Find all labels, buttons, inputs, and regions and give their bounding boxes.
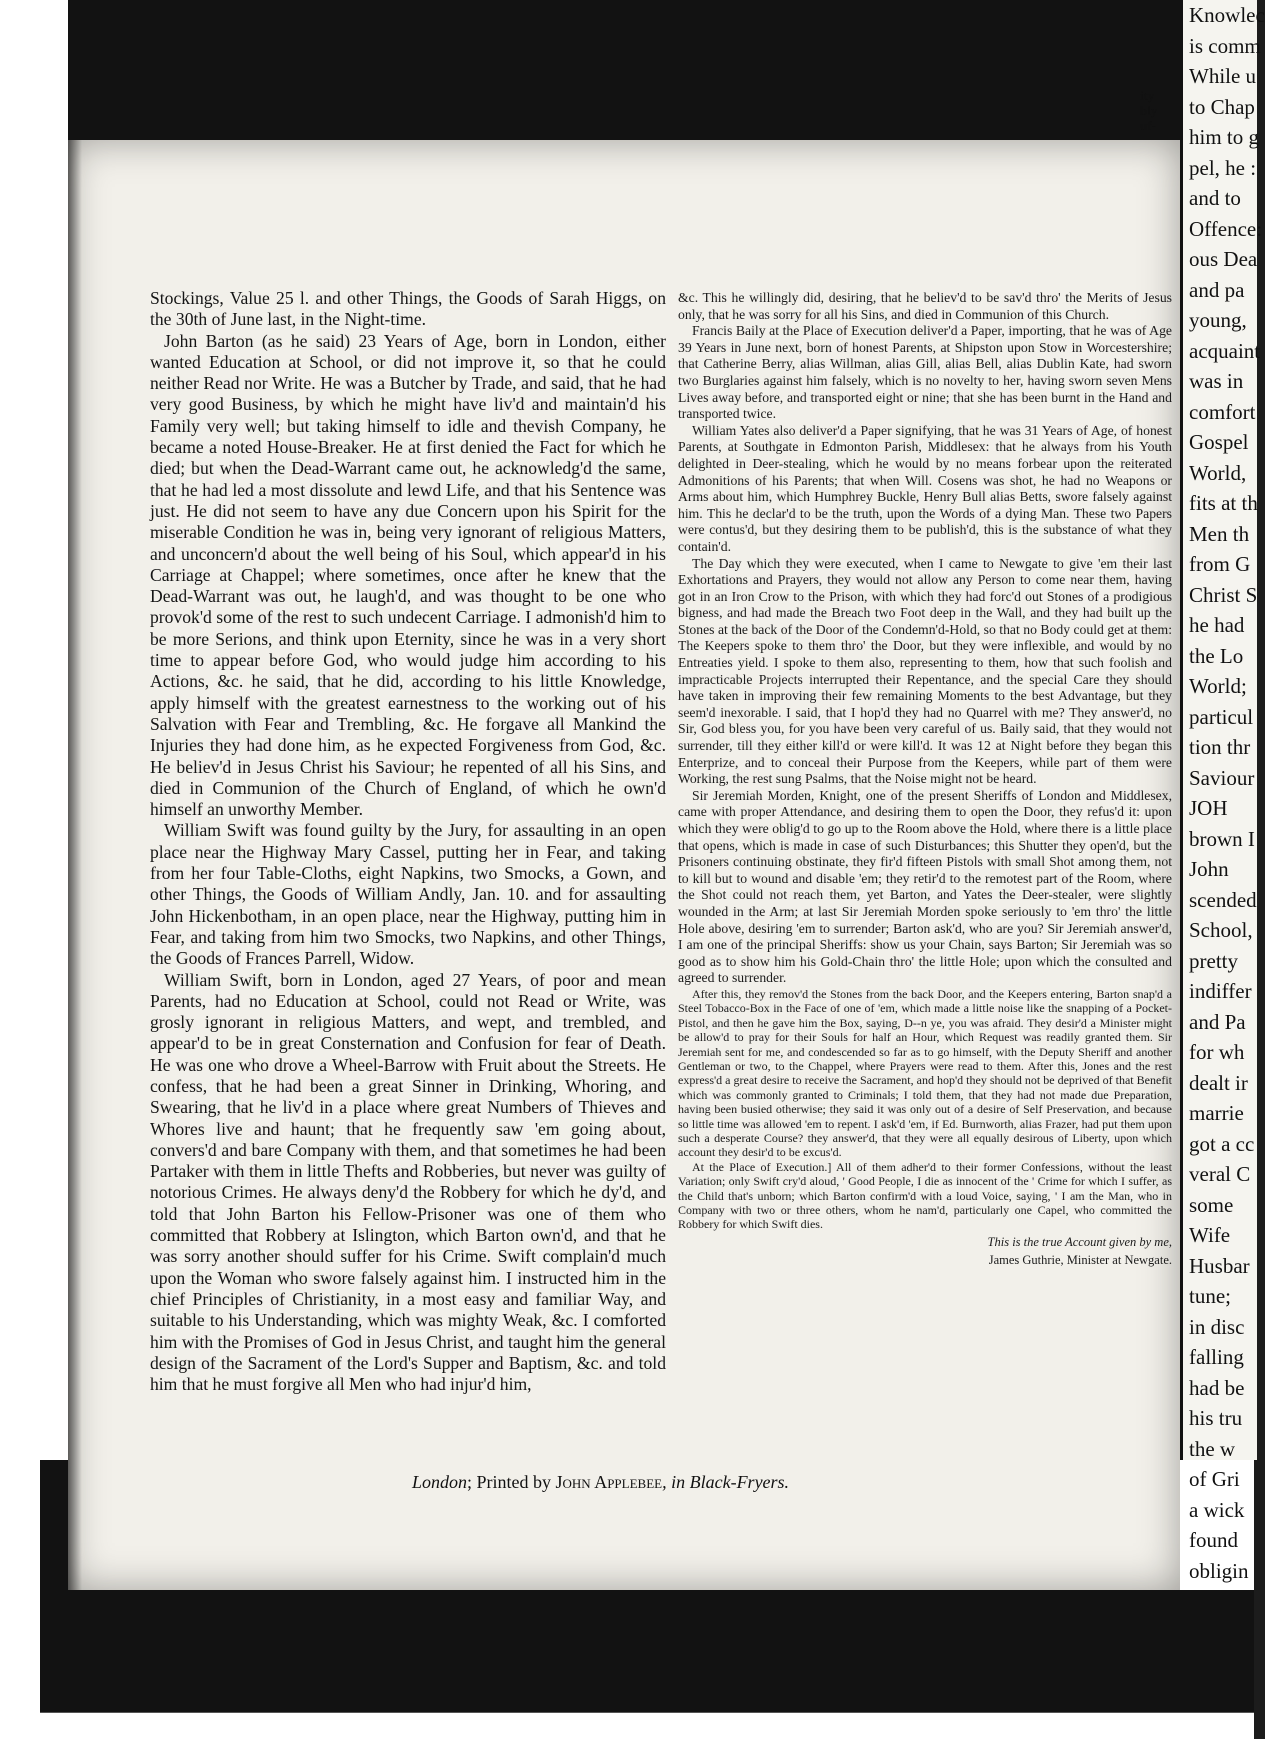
- adjacent-page-line: Knowlec: [1189, 3, 1265, 27]
- adjacent-page-line: the w: [1189, 1436, 1236, 1461]
- adjacent-page-line: Offence:: [1189, 216, 1263, 241]
- paragraph: John Barton (as he said) 23 Years of Age, born in London, either wanted Education at School, or did not improve it, so that he could neither Read nor Write. He was a Butcher by Trade, and said, that he had very good Business, by which he might have liv'd and maintain'd his Family very well; but taking himself to idle and thevish Company, he became a noted House-Breaker. He at first denied the Fact for which he died; but when the Dead-Warrant came out, he acknowledg'd the same, that he had led a most dissolute and lewd Life, and that his Sentence was just. He did not seem to have any due Concern upon his Spirit for the miserable Condition he was in, being very ignorant of religious Matters, and unconcern'd about the well being of his Soul, which appear'd in his Carriage at Chappel; where sometimes, once after he knew that the Dead-Warrant was out, he laugh'd, and was thought to be one who provok'd some of the rest to such undecent Carriage. I admonish'd him to be more Serions, and think upon Eternity, since he was in a very short time to appear before God, who would judge him according to his Actions, &c. he said, that he did, according to his little Knowledge, apply himself with the greatest earnestness to the working out of his Salvation with Fear and Trembling, &c. He forgave all Mankind the Injuries they had done him, as he expected Forgiveness from God, &c. He believ'd in Jesus Christ his Saviour; he repented of all his Sins, and died in Communion of the Church of England, of which he own'd himself an unworthy Member.: [150, 330, 666, 820]
- adjacent-page-line: and Pa: [1189, 1009, 1246, 1034]
- paragraph: William Swift was found guilty by the Jury, for assaulting in an open place near the Highway Mary Cassel, putting her in Fear, and taking from her four Table-Cloths, eight Napkins, two Smocks, a Gown, and other Things, the Goods of William Andly, Jan. 10. and for assaulting John Hickenbotham, in an open place, near the Highway, putting him in Fear, and taking from him two Smocks, two Napkins, and other Things, the Goods of Frances Parrell, Widow.: [150, 820, 666, 969]
- scan-edge-line: [40, 1712, 1254, 1713]
- adjacent-page-line: While u: [1189, 64, 1257, 88]
- adjacent-page-line: he had: [1189, 613, 1245, 637]
- adjacent-page-line: tion thr: [1189, 735, 1251, 759]
- paragraph: Stockings, Value 25 l. and other Things, the Goods of Sarah Higgs, on the 30th of June last, in the Night-time.: [150, 288, 666, 330]
- paragraph-small: After this, they remov'd the Stones from the back Door, and the Keepers entering, Barton snap'd a Steel Tobacco-Box in the Face of one of 'em, which made a little noise like the snapping of a Pocket-Pistol, and then he gave him the Box, saying, D--n ye, you was afraid. They desir'd a Minister might be allow'd to pray for their Souls for half an Hour, which Request was readily granted them. Sir Jeremiah sent for me, and condescended so far as to go himself, with the Deputy Sheriff and another Gentleman or two, to the Chappel, where Prayers were read to them. After this, Jones and the rest express'd a great desire to receive the Sacrament, and hop'd they should not be deprived of that Benefit which was commonly granted to Criminals; I told them, that they had not made due Preparation, having been busied otherwise; they said it was only out of a desire of Self Preservation, and because so little time was allowed 'em to repent. I ask'd 'em, if Ed. Burnworth, alias Frazer, had put them upon such a desperate Course? they answer'd, that they were all equally desirous of Liberty, upon which account they desir'd to be excus'd.: [678, 986, 1172, 1160]
- adjacent-page-line: particul: [1189, 704, 1254, 729]
- adjacent-page-line: acquaint: [1189, 338, 1261, 363]
- adjacent-page-line: pretty: [1189, 948, 1238, 973]
- adjacent-page-line: Men th: [1189, 521, 1250, 546]
- adjacent-page-line: marrie: [1189, 1101, 1244, 1125]
- adjacent-page-line: John: [1189, 857, 1229, 881]
- fragment-text: ity: [1140, 88, 1155, 103]
- facing-page-fragment: [1140, 88, 1180, 133]
- adjacent-page-line: JOH: [1189, 796, 1228, 820]
- adjacent-page-line: veral C: [1189, 1162, 1251, 1186]
- adjacent-page-line: was in: [1189, 369, 1244, 393]
- adjacent-page-line: and to: [1189, 186, 1241, 210]
- adjacent-page-line: a wick: [1189, 1497, 1245, 1522]
- adjacent-page-line: and pa: [1189, 277, 1245, 302]
- adjacent-page-line: fits at th: [1189, 491, 1258, 515]
- adjacent-page-line: had be: [1189, 1375, 1245, 1400]
- adjacent-page-strip: [1180, 0, 1265, 1583]
- paragraph: William Swift, born in London, aged 27 Years, of poor and mean Parents, had no Education at School, could not Read or Write, was grosly ignorant in religious Matters, and wept, and trembled, and appear'd to be in great Consternation and Confusion for fear of Death. He was one who drove a Wheel-Barrow with Fruit about the Streets. He confess, that he had been a great Sinner in Drinking, Whoring, and Swearing, that he liv'd in a place where great Numbers of Thieves and Whores live and haunt; that he frequently saw 'em going about, convers'd and bare Company with them, and that sometimes he had been Partaker with them in little Thefts and Robberies, but never was guilty of notorious Crimes. He always deny'd the Robbery for which he dy'd, and told that John Barton his Fellow-Prisoner was one of them who committed that Robbery at Islington, which Barton own'd, and that he was sorry another should suffer for his Crime. Swift complain'd much upon the Woman who swore falsely against him. I instructed him in the chief Principles of Christianity, in a most easy and familiar Way, and suitable to his Understanding, which was mighty Weak, &c. I comforted him with the Promises of God in Jesus Christ, and taught him the general design of the Sacrament of the Lord's Supper and Baptism, &c. and told him that he must forgive all Men who had injur'd him,: [150, 969, 666, 1395]
- adjacent-page-line: the Lo: [1189, 643, 1244, 668]
- adjacent-page-line: scended: [1189, 887, 1257, 912]
- adjacent-page-line: tune;: [1189, 1284, 1231, 1308]
- adjacent-page-line: pel, he :: [1189, 155, 1257, 180]
- imprint-text: ; Printed by: [467, 1472, 552, 1492]
- adjacent-page-line: his tru: [1189, 1406, 1243, 1430]
- adjacent-page-line: School,: [1189, 918, 1253, 942]
- adjacent-page-line: obligin: [1189, 1558, 1249, 1583]
- signature-line: This is the true Account given by me,: [987, 1234, 1172, 1249]
- adjacent-page-line: World,: [1189, 460, 1247, 485]
- imprint: [412, 1472, 789, 1493]
- paragraph: Francis Baily at the Place of Execution deliver'd a Paper, importing, that he was of Age 39 Years in June next, born of honest Parents, at Shipston upon Stow in Worcestershire; that Catherine Berry, alias Willman, alias Gill, alias Bell, alias Dublin Kate, had sworn two Burglaries against him falsely, which is no novelty to her, having sworn seven Mens Lives away before, and transported eight or nine; that she has been burnt in the Hand and transported twice.: [678, 323, 1172, 422]
- adjacent-page-line: Saviour: [1189, 765, 1255, 790]
- adjacent-page-line: falling: [1189, 1345, 1244, 1369]
- imprint-place: London: [412, 1472, 468, 1492]
- paragraph-small: At the Place of Execution.] All of them adher'd to their former Confessions, without the least Variation; only Swift cry'd aloud, ' Good People, I die as innocent of the ' Crime for which I suffer, as the Child that's unborn; which Barton confirm'd with a loud Voice, saying, ' I am the Man, who in Company with two or three others, whom he nam'd, particularly one Capel, who committed the Robbery for which Swift dies.: [678, 1159, 1172, 1232]
- fragment-text: bly: [1140, 103, 1158, 118]
- adjacent-page-line: Gospel: [1189, 430, 1249, 454]
- signature-name: James Guthrie, Minister at Newgate.: [988, 1252, 1172, 1267]
- adjacent-page-line: to Chap: [1189, 94, 1255, 119]
- adjacent-page-line: some: [1189, 1192, 1234, 1217]
- adjacent-page-line: of Gri: [1189, 1467, 1240, 1491]
- left-column: [150, 288, 666, 1395]
- adjacent-page-line: comfort: [1189, 399, 1256, 424]
- adjacent-page-line: World;: [1189, 674, 1247, 698]
- fragment-text: uf-: [1140, 118, 1156, 133]
- adjacent-page-line: brown I: [1189, 826, 1255, 851]
- adjacent-page-line: in disc: [1189, 1314, 1245, 1339]
- adjacent-page-line: him to g: [1189, 125, 1260, 149]
- adjacent-page-line: Husbar: [1189, 1253, 1250, 1278]
- adjacent-page-line: Christ S: [1189, 582, 1258, 607]
- adjacent-page-line: Wife: [1189, 1223, 1231, 1247]
- adjacent-page-line: young,: [1189, 308, 1247, 332]
- bottom-left-shadow: [40, 1460, 70, 1590]
- adjacent-page-line: from G: [1189, 552, 1251, 576]
- adjacent-page-line: is comm: [1189, 33, 1261, 58]
- paragraph: &c. This he willingly did, desiring, that he believ'd to be sav'd thro' the Merits of Jesus only, that he was sorry for all his Sins, and died in Communion of this Church.: [678, 290, 1172, 322]
- adjacent-page-line: dealt ir: [1189, 1070, 1248, 1095]
- adjacent-page-line: got a cc: [1189, 1131, 1255, 1156]
- paragraph: Sir Jeremiah Morden, Knight, one of the present Sheriffs of London and Middlesex, came with proper Attendance, and desiring them to open the Door, they refus'd it: upon which they were oblig'd to go up to the Room above the Hold, where there is a little place that opens, which is made in case of such Disturbances; this Shutter they open'd, but the Prisoners continuing obstinate, they fir'd fifteen Pistols with small Shot among them, not to kill but to wound and disable 'em; they retir'd to the remotest part of the Room, where the Shot could not reach them, yet Barton, and Yates the Deer-stealer, were slightly wounded in the Arm; at last Sir Jeremiah Morden spoke seriously to 'em thro' the little Hole above, desiring 'em to surrender; Barton ask'd, who are you? Sir Jeremiah answer'd, I am one of the principal Sheriffs: show us your Chain, says Barton; Sir Jeremiah was so good as to show him his Gold-Chain thro' the little Hole; upon which the consulted and agreed to surrender.: [678, 787, 1172, 986]
- adjacent-page-line: indiffer: [1189, 979, 1252, 1003]
- paragraph: William Yates also deliver'd a Paper signifying, that he was 31 Years of Age, of honest Parents, at Southgate in Edmonton Parish, Middlesex: that he always from his Youth delighted in Deer-stealing, which he would by no means forbear upon the reiterated Admonitions of his Parents; that when Will. Cosens was shot, he had no Weapons or Arms about him, which Humphrey Buckle, Henry Bull alias Betts, swore falsely against him. This he declar'd to be the truth, upon the Words of a dying Man. These two Papers were contus'd, but they desiring them to be publish'd, this is the substance of what they contain'd.: [678, 422, 1172, 554]
- top-black-border: [0, 0, 1180, 140]
- paragraph: The Day which they were executed, when I came to Newgate to give 'em their last Exhortations and Prayers, they would not allow any Person to come near them, having got in an Iron Crow to the Prison, with which they had forc'd out Stones of a prodigious bigness, and had made the Breach two Foot deep in the Wall, and they had built up the Stones at the back of the Door of the Condemn'd-Hold, so that no Body could get at them: The Keepers spoke to them thro' the Door, but they were inflexible, and would by no Entreaties yield. I spoke to them also, representing to them, how that such foolish and impracticable Projects interrupted their Repentance, and the special Care they should have taken in improving their few remaining Moments to the best Advantage, but they seem'd inexorable. I said, that I hop'd they had no Quarrel with me? They answer'd, no Sir, God bless you, for you have been very careful of us. Baily said, that they would not surrender, till they either kill'd or were kill'd. It was 12 at Night before they began this Enterprize, and to conceal their Purpose from the Keepers, while part of them were Working, the rest sung Psalms, that the Noise might not be heard.: [678, 555, 1172, 787]
- adjacent-page-line: for wh: [1189, 1040, 1245, 1064]
- adjacent-page-line: ous Dea: [1189, 247, 1258, 271]
- bottom-black-border: [40, 1590, 1254, 1712]
- right-column: [678, 290, 1172, 1268]
- imprint-printer: John Applebee: [555, 1472, 663, 1492]
- adjacent-page-line: found: [1189, 1528, 1238, 1552]
- imprint-location: , in Black-Fryers.: [662, 1472, 790, 1492]
